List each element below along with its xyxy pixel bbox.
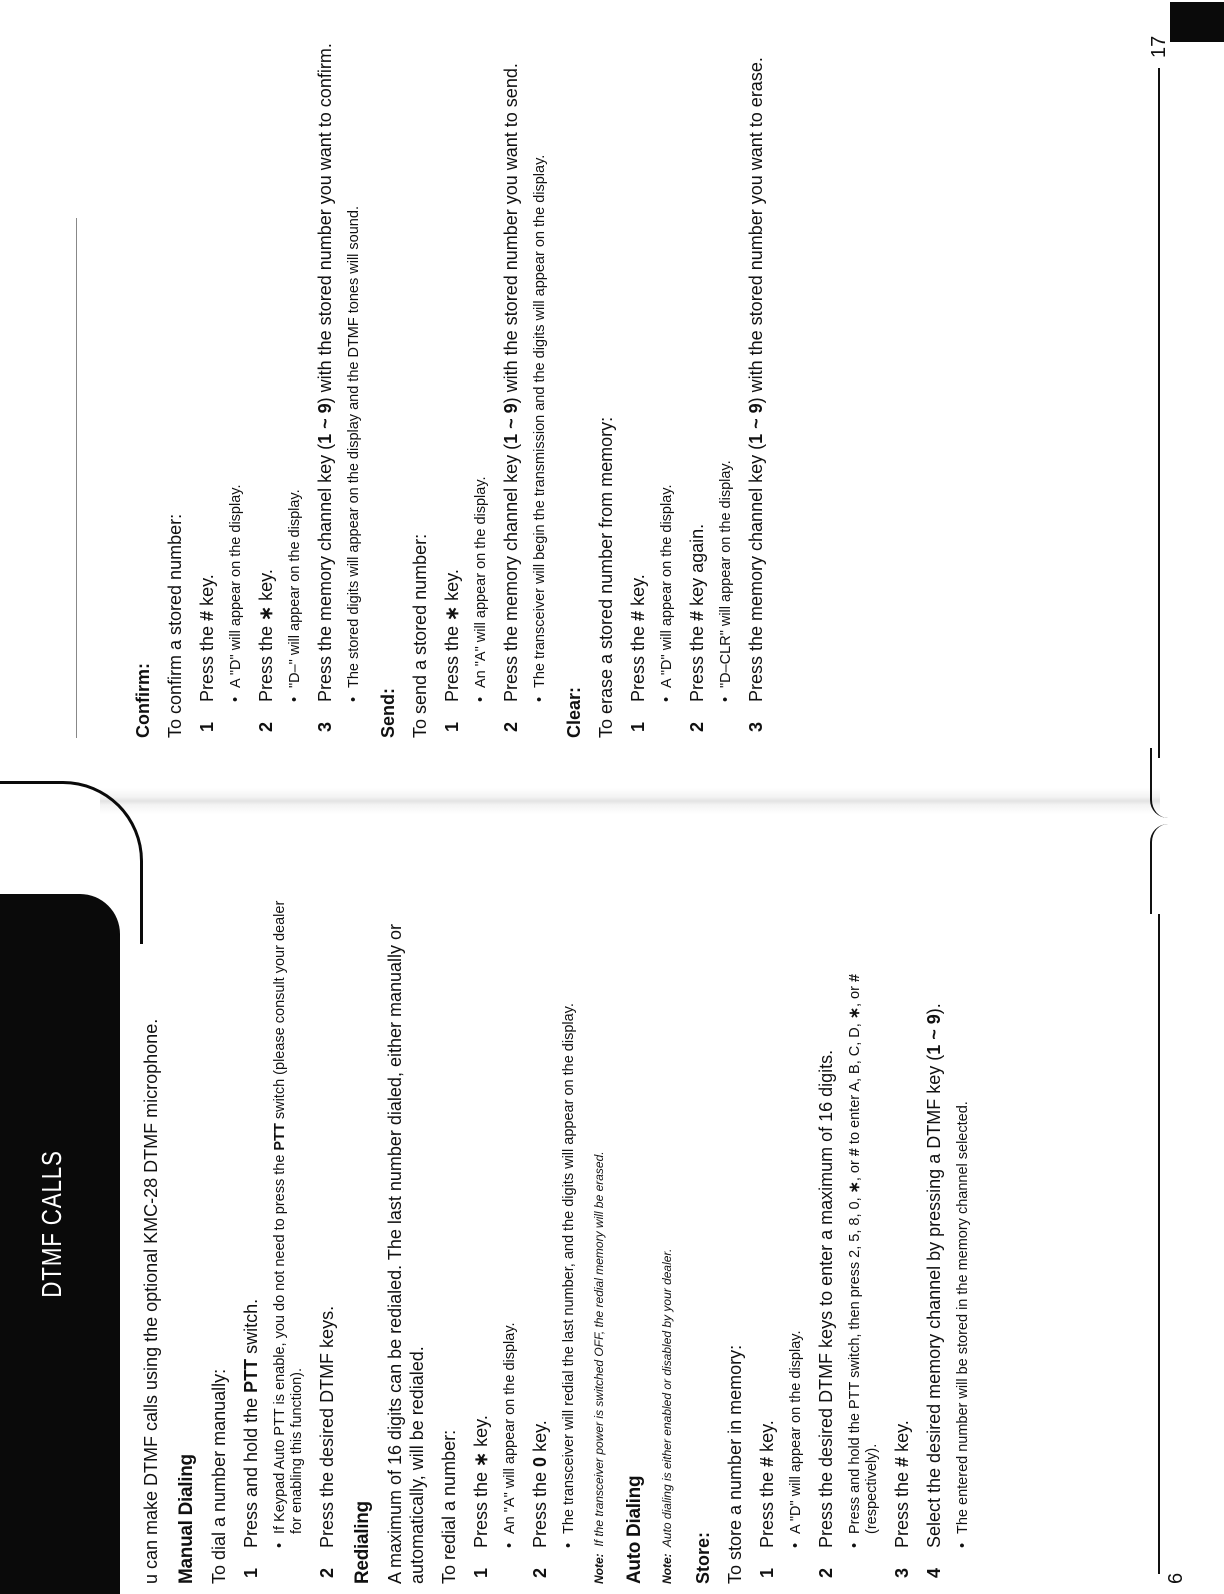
bullet-key: # [847,1148,863,1157]
step-key: 1 ~ 9 [501,403,521,444]
header-arc-decoration [0,781,143,944]
bullet-text: A "D" will appear on the display. [788,1330,804,1534]
step-text: key. [757,1420,777,1457]
step-text: key. [530,1420,550,1457]
note-text: Auto dialing is either enabled or disabled by your dealer. [660,1248,674,1548]
step-number: 2 [501,721,521,732]
confirm-bullet-3 [346,18,363,738]
bullet-key: ∗ [847,1007,863,1020]
step-key: ∗ [471,1451,491,1467]
step-text: key. [442,569,462,606]
bullet-icon: • [228,696,244,702]
send-step-2 [500,18,522,738]
step-text: Press the [628,620,648,702]
bullet-text: A "D" will appear on the display. [659,484,675,688]
redial-step-1 [470,884,492,1584]
step-number: 2 [687,721,707,732]
step-text: key. [256,569,276,606]
store-step-1 [756,884,778,1584]
step-text: Select the desired memory channel by pressing a DTMF key ( [924,1054,944,1548]
step-text: key again. [687,523,707,611]
bullet-text: Press and hold the PTT switch, then press 2, 5, 8, 0, [847,1193,863,1534]
footer-rule [1158,68,1160,758]
step-text: Press the memory channel key ( [501,443,521,702]
step-text: key. [197,574,217,611]
step-key: ∗ [256,605,276,621]
redialing-lead: To redial a number: [439,1429,459,1584]
step-number: 3 [892,1567,912,1578]
bullet-icon: • [718,696,734,702]
step-text: Press the [442,620,462,702]
clear-step-3 [745,18,767,738]
bullet-icon: • [287,696,303,702]
step-text: switch. [241,1298,261,1359]
redial-bullet-2 [561,884,578,1584]
step-number: 1 [757,1567,777,1578]
confirm-bullet-2 [287,18,304,738]
step-key: # [687,610,707,621]
heading-redialing: Redialing [352,1501,373,1584]
bullet-icon: • [532,696,548,702]
heading-clear: Clear: [564,686,584,738]
note-label: Note: [592,1553,606,1584]
redialing-para: A maximum of 16 digits can be redialed. The last number dialed, either manually or automatically, will be redialed. [385,923,427,1584]
step-text: ) with the stored number you want to confirm. [315,43,335,404]
bullet-icon: • [346,696,362,702]
store-step-4 [923,884,945,1584]
step-text: Press the [530,1466,550,1548]
bullet-text: The entered number will be stored in the memory channel selected. [955,1101,971,1534]
redial-bullet-1 [502,884,519,1584]
note-text: If the transceiver power is switched OFF, the redial memory will be erased. [592,1151,606,1547]
step-text: Press the [687,620,707,702]
store-bullet-4 [955,884,972,1584]
redial-note [588,884,610,1584]
redial-step-2 [529,884,551,1584]
intro-text: u can make DTMF calls using the optional KMC-28 DTMF microphone. [141,1018,161,1584]
bullet-icon: • [847,1542,863,1548]
bullet-text: A "D" will appear on the display. [228,484,244,688]
step-number: 1 [471,1567,491,1578]
bullet-icon: • [561,1542,577,1548]
bullet-text: The transceiver will redial the last number, and the digits will appear on the display. [561,1003,577,1534]
step-number: 1 [628,721,648,732]
bullet-text: "D–" will appear on the display. [287,489,303,688]
clear-step-1 [627,18,649,738]
manual-step-1 [240,884,262,1584]
step-number: 1 [442,721,462,732]
step-number: 2 [816,1567,836,1578]
manual-bullet-1 [272,884,306,1584]
bullet-text: , or [847,982,863,1007]
clear-step-2 [686,18,708,738]
bullet-icon: • [788,1542,804,1548]
footer-rule-cap [1150,748,1170,818]
step-text: ). [924,1003,944,1015]
bullet-icon: • [502,1542,518,1548]
send-step-1 [441,18,463,738]
step-text: Press the [197,620,217,702]
step-key: 1 ~ 9 [315,403,335,444]
clear-bullet-1 [659,18,676,738]
left-page [0,804,1224,1584]
step-key: 1 ~ 9 [924,1014,944,1055]
bullet-key: ∗ [847,1181,863,1194]
bullet-text: An "A" will appear on the display. [473,476,489,688]
left-content [130,884,982,1584]
header-band [0,894,120,1594]
bullet-text: "D–CLR" will appear on the display. [718,460,734,688]
step-key: ∗ [442,605,462,621]
bullet-key: # [847,973,863,983]
step-text: Press the memory channel key ( [746,443,766,702]
heading-send: Send: [378,687,398,738]
confirm-bullet-1 [228,18,245,738]
manual-step-2 [316,884,338,1584]
store-bullet-2 [847,884,881,1584]
heading-auto-dialing: Auto Dialing [624,1475,645,1584]
bullet-text: The stored digits will appear on the display and the DTMF tones will sound. [346,206,362,688]
step-number: 3 [315,721,335,732]
step-text: key. [471,1415,491,1452]
footer-rule [1158,914,1160,1574]
bullet-icon: • [659,696,675,702]
bullet-key: PTT [272,1123,288,1151]
confirm-lead: To confirm a stored number: [165,513,185,738]
bullet-text: An "A" will appear on the display. [502,1322,518,1534]
step-key: # [628,610,648,621]
step-number: 2 [256,721,276,732]
manual-lead: To dial a number manually: [209,1368,229,1584]
step-key: 0 [530,1456,550,1467]
step-text: Press the [471,1466,491,1548]
send-bullet-2 [532,18,549,738]
bullet-icon: • [473,696,489,702]
bullet-text: (respectively). [864,1443,880,1534]
auto-note [656,884,678,1584]
bullet-text: , or [847,1156,863,1182]
step-text: Press the [892,1466,912,1548]
confirm-step-3 [314,18,336,738]
step-key: # [757,1456,777,1467]
store-lead: To store a number in memory: [725,1344,745,1584]
page-number: 17 [1148,35,1170,58]
bullet-text: If Keypad Auto PTT is enable, you do not need to press the [272,1150,288,1534]
note-label: Note: [660,1553,674,1584]
step-number: 4 [924,1567,944,1578]
step-key: # [892,1456,912,1467]
step-text: ) with the stored number you want to erase. [746,57,766,404]
step-text: Press the [757,1466,777,1548]
step-key: # [197,610,217,621]
bullet-text: The transceiver will begin the transmission and the digits will appear on the display. [532,154,548,688]
confirm-step-2 [255,18,277,738]
step-number: 1 [241,1567,261,1578]
bullet-icon: • [955,1542,971,1548]
store-bullet-1 [788,884,805,1584]
bullet-text: switch (please consult your dealer for enabling this function). [272,900,305,1534]
step-text: Press and hold the [241,1392,261,1548]
step-key: PTT [241,1358,261,1393]
store-step-3 [891,884,913,1584]
bullet-text: to enter A, B, C, D, [847,1019,863,1149]
right-content [118,18,777,738]
send-bullet-1 [473,18,490,738]
top-edge-line [76,218,77,738]
send-lead: To send a stored number: [410,533,430,738]
confirm-step-1 [196,18,218,738]
page-title: DTMF CALLS [36,1150,67,1298]
step-text: ) with the stored number you want to send. [501,63,521,404]
footer-rule-cap [1150,824,1170,914]
step-text: Press the memory channel key ( [315,443,335,702]
heading-manual-dialing: Manual Dialing [176,1454,197,1584]
store-step-2 [815,884,837,1584]
step-number: 3 [746,721,766,732]
heading-store: Store: [693,1531,713,1584]
step-text: key. [892,1420,912,1457]
step-number: 2 [530,1567,550,1578]
bullet-icon: • [272,1542,288,1548]
step-number: 1 [197,721,217,732]
corner-tab-mark [1170,2,1224,42]
page-number: 6 [1165,1572,1187,1584]
heading-confirm: Confirm: [133,663,153,738]
clear-bullet-2 [718,18,735,738]
step-text: key. [628,574,648,611]
step-text: Press the desired DTMF keys. [317,1305,337,1548]
step-text: Press the desired DTMF keys to enter a maximum of 16 digits. [816,1049,836,1548]
clear-lead: To erase a stored number from memory: [596,416,616,738]
step-text: Press the [256,620,276,702]
step-key: 1 ~ 9 [746,403,766,444]
step-number: 2 [317,1567,337,1578]
